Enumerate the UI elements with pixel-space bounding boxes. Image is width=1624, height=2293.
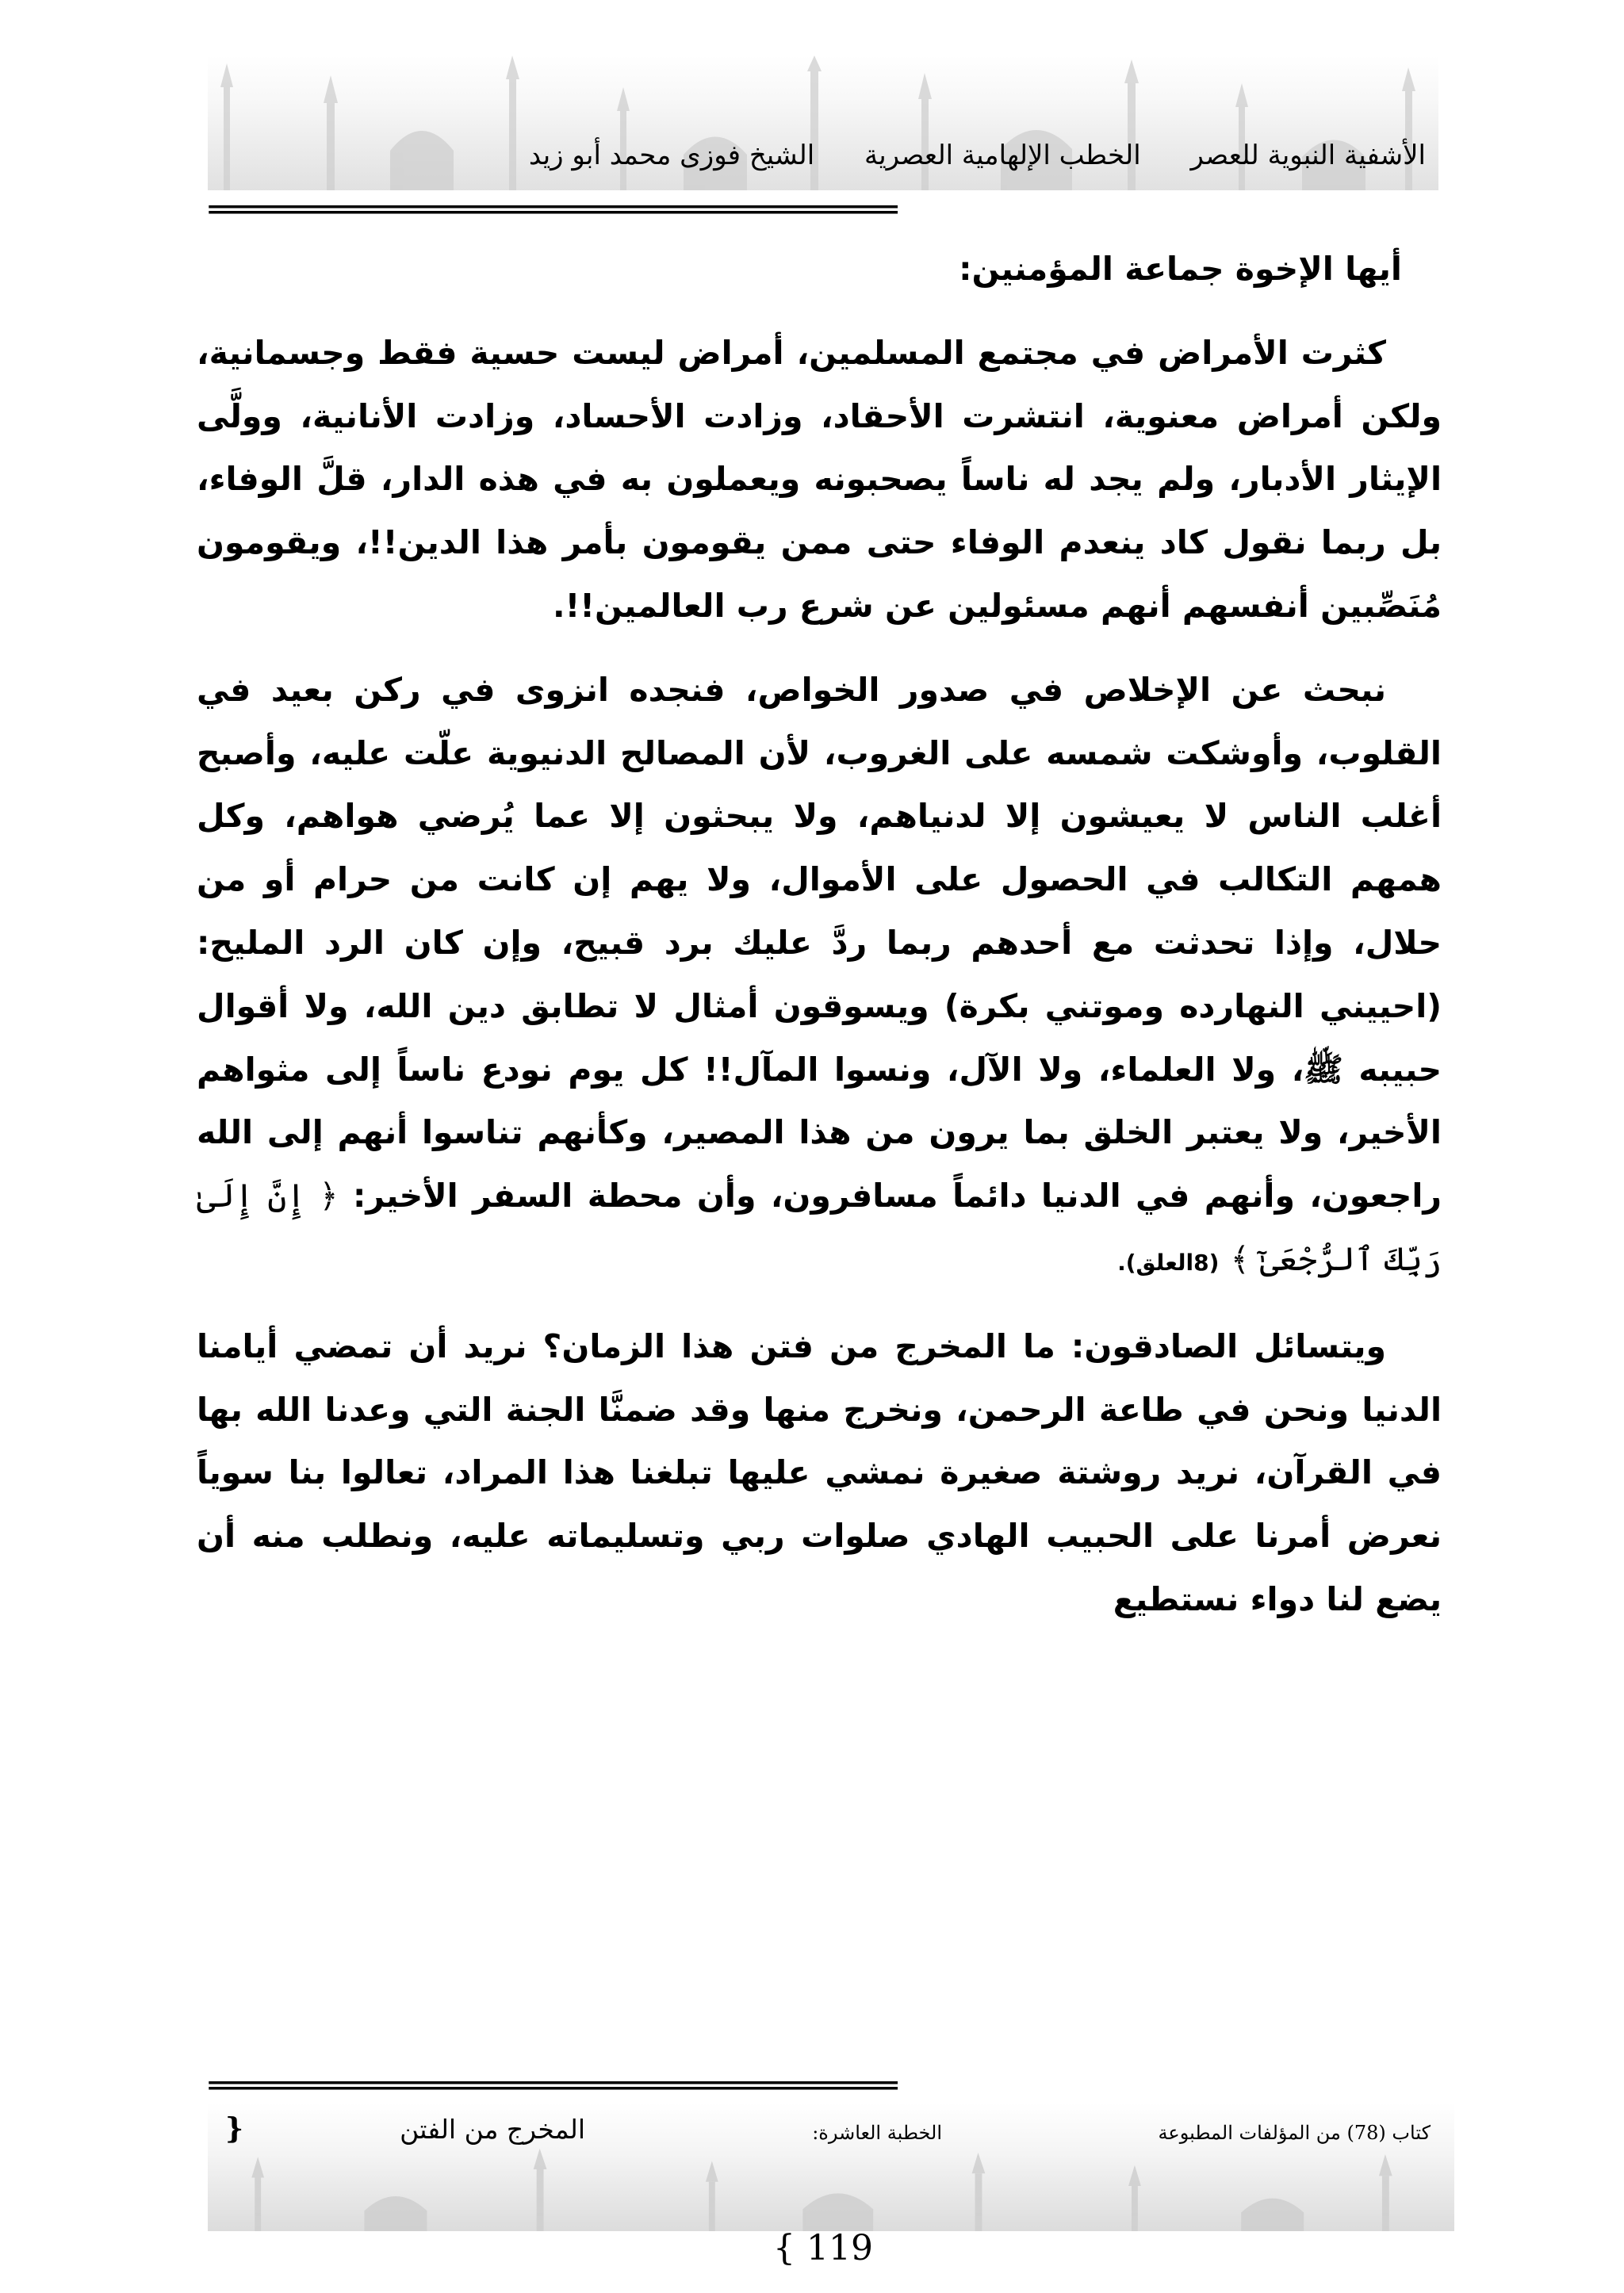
section-heading: أيها الإخوة جماعة المؤمنين: <box>959 250 1402 288</box>
paragraph-3: ويتسائل الصادقون: ما المخرج من فتن هذا الزمان؟ نريد أن تمضي أيامنا الدنيا ونحن في طاعة الرحمن، ونخرج منها وقد ضمنَّا الجنة التي وعدنا الله بها في القرآن، نريد روشتة صغيرة نمشي عليها تبلغنا هذا المراد، تعالوا بنا سوياً نعرض أمرنا على الحبيب الهادي صلوات ربي وتسليماته عليه، ونطلب منه أن يضع لنا دواء نستطيع <box>197 1326 1442 1618</box>
footer-info <box>208 2111 1454 2158</box>
header-series-title: الخطب الإلهامية العصرية <box>864 140 1141 171</box>
footer-rule: ============================================================ <box>208 2074 896 2098</box>
page-number: { 119 <box>773 2228 873 2268</box>
quran-reference: (8العلق). <box>1117 1249 1220 1276</box>
header-book-title: الأشفية النبوية للعصر <box>1190 140 1426 171</box>
footer-brace: { <box>225 2112 244 2146</box>
quran-verse: ﴿ إِنَّ إِلَىٰ رَبِّكَ ٱلرُّجْعَىٰٓ ﴾ <box>197 1177 1442 1278</box>
footer-book-count: كتاب (78) من المؤلفات المطبوعة <box>1158 2122 1431 2144</box>
page-header <box>208 56 1438 190</box>
header-rule: ============================================================ <box>208 198 896 222</box>
page-footer <box>208 2103 1454 2231</box>
paragraph-2 <box>197 659 1442 1295</box>
footer-sermon-title: المخرج من الفتن <box>400 2114 585 2145</box>
sermon-body <box>197 238 1442 1632</box>
footer-sermon-label: الخطبة العاشرة: <box>812 2122 942 2144</box>
paragraph-2-text: نبحث عن الإخلاص في صدور الخواص، فنجده انزوى في ركن بعيد في القلوب، وأوشكت شمسه على الغروب، لأن المصالح الدنيوية علّت عليه، وأصبح أغلب الناس لا يعيشون إلا لدنياهم، ولا يبحثون إلا عما يُرضي هواهم، وكل همهم التكالب في الحصول على الأموال، ولا يهم إن كانت من حرام أو من حلال، وإذا تحدثت مع أحدهم ربما ردَّ عليك برد قبيح، وإن كان الرد المليح: (احييني النهارده وموتني بكرة) ويسوقون أمثال لا تطابق دين الله، ولا أقوال حبيبه ﷺ، ولا العلماء، ولا الآل، ونسوا المآل!! كل يوم نودع ناساً إلى مثواهم الأخير، ولا يعتبر الخلق بما يرون من هذا المصير، وكأنهم تناسوا أنهم إلى الله راجعون، وأنهم في الدنيا دائماً مسافرون، وأن محطة السفر الأخير: <box>197 670 1442 1215</box>
paragraph-1: كثرت الأمراض في مجتمع المسلمين، أمراض ليست حسية فقط وجسمانية، ولكن أمراض معنوية، انتشرت الأحقاد، وزادت الأحساد، وزادت الأنانية، وولَّى الإيثار الأدبار، ولم يجد له ناساً يصحبونه ويعملون به في هذه الدار، قلَّ الوفاء، بل ربما نقول كاد ينعدم الوفاء حتى ممن يقومون بأمر هذا الدين!!، ويقومون مُنَصِّبين أنفسهم أنهم مسئولين عن شرع رب العالمين!!. <box>197 333 1442 625</box>
header-author: الشيخ فوزى محمد أبو زيد <box>528 140 815 171</box>
header-titles <box>529 140 1426 171</box>
